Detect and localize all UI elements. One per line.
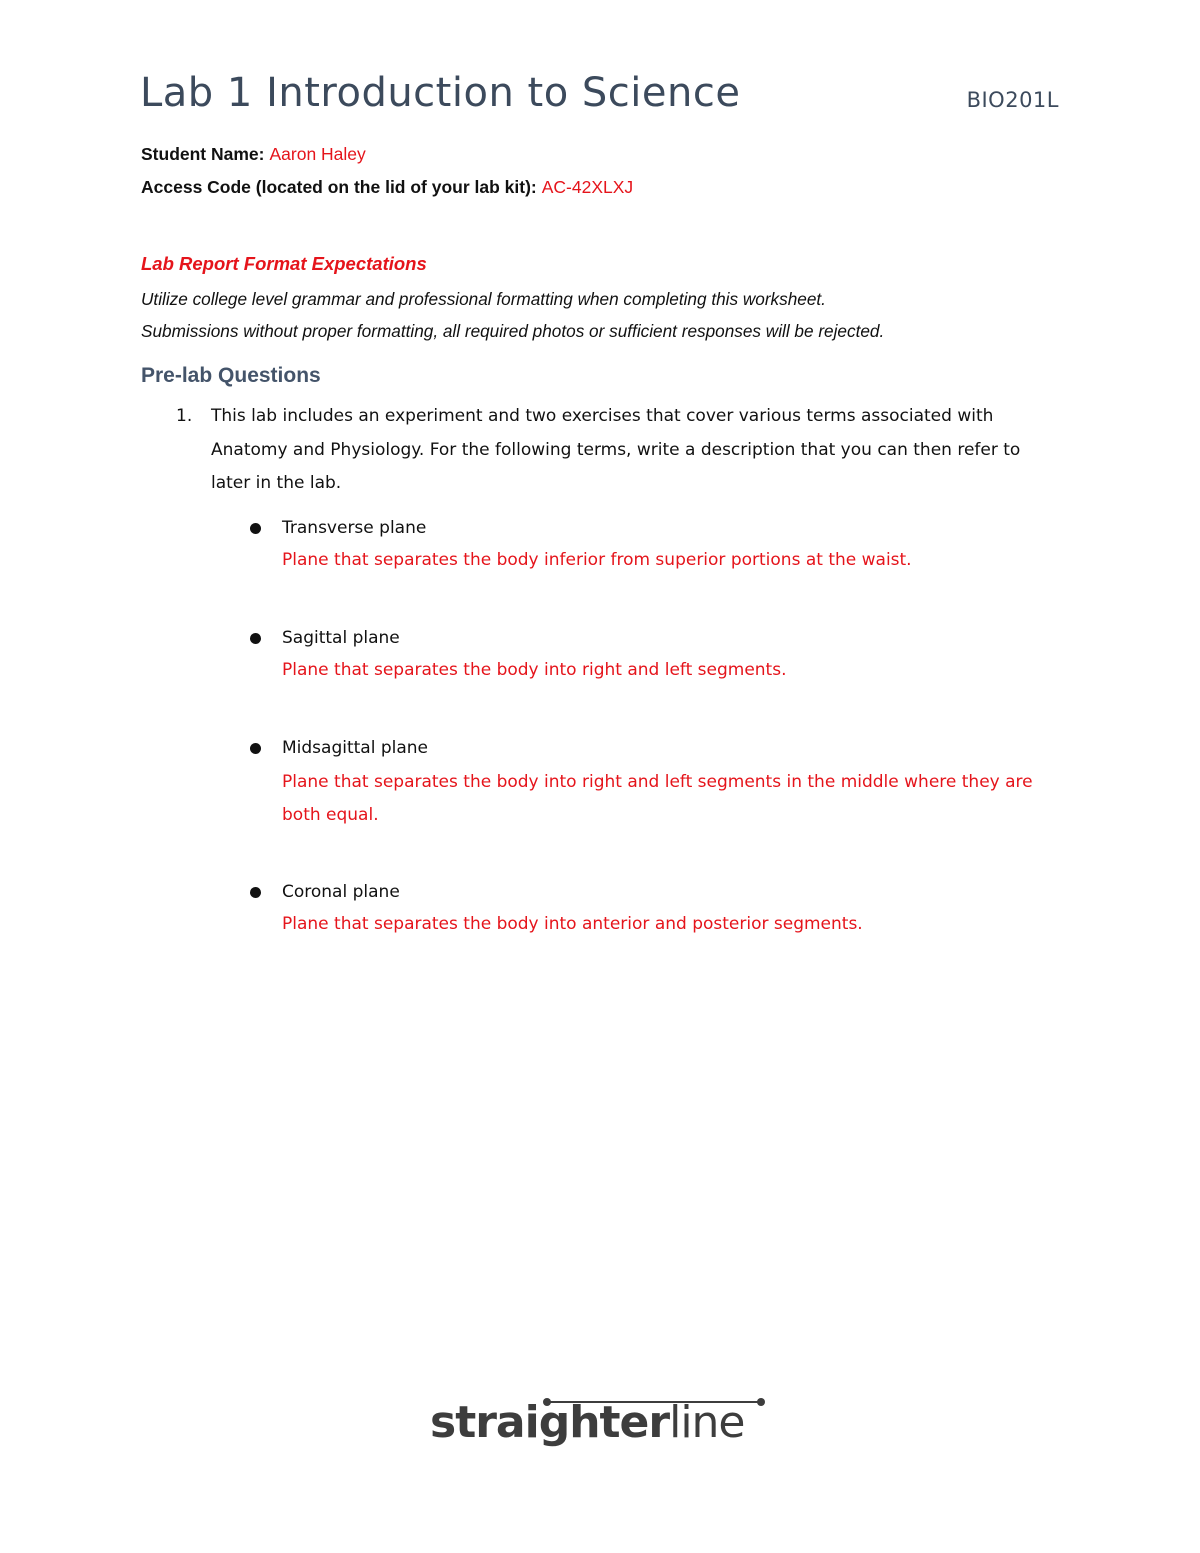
student-name-line [141,144,366,165]
term-answer: Plane that separates the body inferior from superior portions at the waist. [282,550,912,570]
logo-bold-part: straighter [430,1397,670,1448]
bullet-icon [250,743,261,754]
access-code-label: Access Code (located on the lid of your lab kit): [141,177,537,197]
format-expectations-line-2: Submissions without proper formatting, all required photos or sufficient responses will be rejected. [141,321,885,341]
term-name: Midsagittal plane [282,738,429,758]
access-code-line [141,177,633,198]
access-code-value: AC-42XLXJ [541,177,634,197]
student-name-value: Aaron Haley [269,144,366,164]
bullet-icon [250,633,261,644]
bullet-icon [250,887,261,898]
term-name: Sagittal plane [282,628,400,648]
format-expectations-heading: Lab Report Format Expectations [141,253,427,274]
term-name: Transverse plane [282,518,427,538]
term-answer: Plane that separates the body into right and left segments in the middle where they are both equal. [282,772,1033,825]
prelab-heading: Pre-lab Questions [141,364,321,387]
straighterline-logo [430,1395,770,1465]
term-answer: Plane that separates the body into right and left segments. [282,660,787,680]
logo-light-part: line [669,1397,745,1448]
bullet-icon [250,523,261,534]
question-number: 1. [176,406,193,426]
logo-dot-right-icon [757,1398,765,1406]
page-title: Lab 1 Introduction to Science [140,70,741,116]
logo-wordmark [430,1397,745,1448]
question-text: This lab includes an experiment and two exercises that cover various terms associated with Anatomy and Physiology. For the following terms, write a description that you can then refer to later in the lab. [211,406,1021,493]
term-name: Coronal plane [282,882,400,902]
term-answer: Plane that separates the body into anterior and posterior segments. [282,914,863,934]
format-expectations-line-1: Utilize college level grammar and professional formatting when completing this worksheet. [141,289,826,309]
student-name-label: Student Name: [141,144,265,164]
course-code: BIO201L [966,88,1059,112]
